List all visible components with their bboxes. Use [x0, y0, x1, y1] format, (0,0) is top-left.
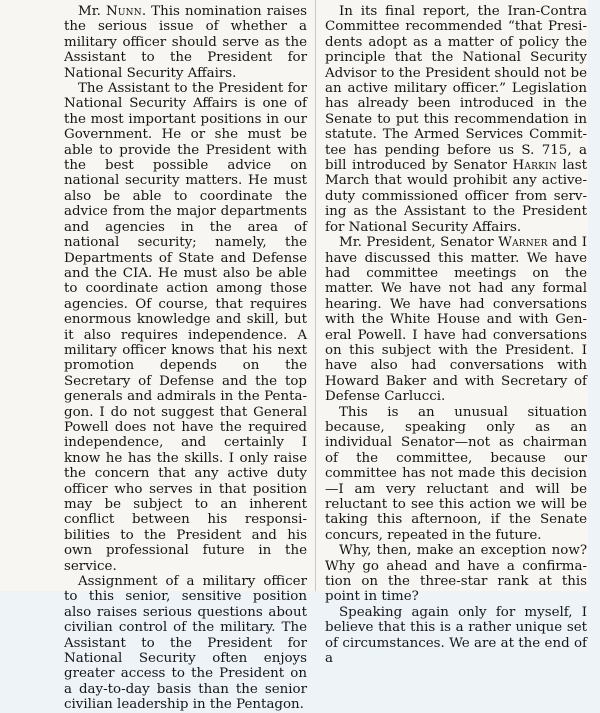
text-run: and I have discussed this matter. We have had committee meetings on the matter. We have not had any formal hearing. We have had conversations with the White House and with General Powell. I have had conversations on this subject with the President. I have also had conversations with Howard Baker and with Secretary of Defense Carlucci. — [325, 235, 588, 405]
senator-name: Harkin — [512, 158, 557, 174]
text-run: . This nomination raises the serious issue of whether a military officer should serve as the Assistant to the President for National Security Affairs. — [64, 4, 307, 81]
text-run: The Assistant to the President for National Security Affairs is one of the most important positions in our Government. He or she must be able to provide the President with the best possible advice on national security matters. He must also be able to coordinate the advice from the major departments and agencies in the area of national security; namely, the Departments of State and Defense and the CIA. He must also be able to coordinate action among those agencies. Of course, that requires enormous knowledge and skill, but it also requires independence. A military officer knows that his next promotion depends on the Secretary of Defense and the top generals and admirals in the Pentagon. I do not suggest that General Powell does not have the required independence, and certainly I know he has the skills. I only raise the concern that any active duty officer who serves in that position may be subject to an inherent conflict between his responsibilities to the President and his own professional future in the service. — [64, 81, 307, 574]
column-divider — [315, 0, 316, 591]
text-run: Mr. — [78, 4, 106, 19]
paragraph — [325, 543, 587, 605]
paragraph — [64, 4, 307, 81]
paragraph — [64, 574, 307, 713]
left-column — [64, 4, 307, 713]
text-run: In its final report, the Iran-Contra Committee recommended “that Presidents adopt as a matter of policy the principle that the National Security Advisor to the President should not be an active military officer.” Legislation has already been introduced in the Senate to put this recommendation in statute. The Armed Services Committee has pending before us S. 715, a bill introduced by Senator — [325, 4, 587, 174]
right-column — [325, 4, 587, 666]
text-run: last March that would prohibit any active-duty commissioned officer from serving as the Assistant to the President for National Security Affairs. — [325, 158, 588, 235]
paragraph — [325, 605, 587, 667]
text-run: Assignment of a military officer to this senior, sensitive position also raises serious questions about civilian control of the military. The Assistant to the President for National Security often enjoys greater access to the President on a day-to-day basis than the senior civilian leadership in the Pentagon. — [64, 574, 307, 713]
speaker-name: Nunn — [105, 4, 142, 19]
text-run: Mr. President, Senator — [339, 235, 499, 251]
text-run: Speaking again only for myself, I believe that this is a rather unique set of circumstances. We are at the end of a — [325, 604, 587, 667]
paragraph — [325, 405, 587, 544]
text-run: This is an unusual situation because, speaking only as an individual Senator—not as chairman of the committee, because our committee has not made this decision—I am very reluctant and will be reluctant to see this action we will be taking this afternoon, if the Senate concurs, repeated in the future. — [325, 404, 587, 543]
text-run: Why, then, make an exception now? Why go ahead and have a confirmation on the three-star rank at this point in time? — [325, 543, 587, 605]
paragraph — [325, 4, 587, 235]
senator-name: Warner — [498, 235, 548, 251]
paragraph — [64, 81, 307, 574]
paragraph — [325, 235, 587, 404]
